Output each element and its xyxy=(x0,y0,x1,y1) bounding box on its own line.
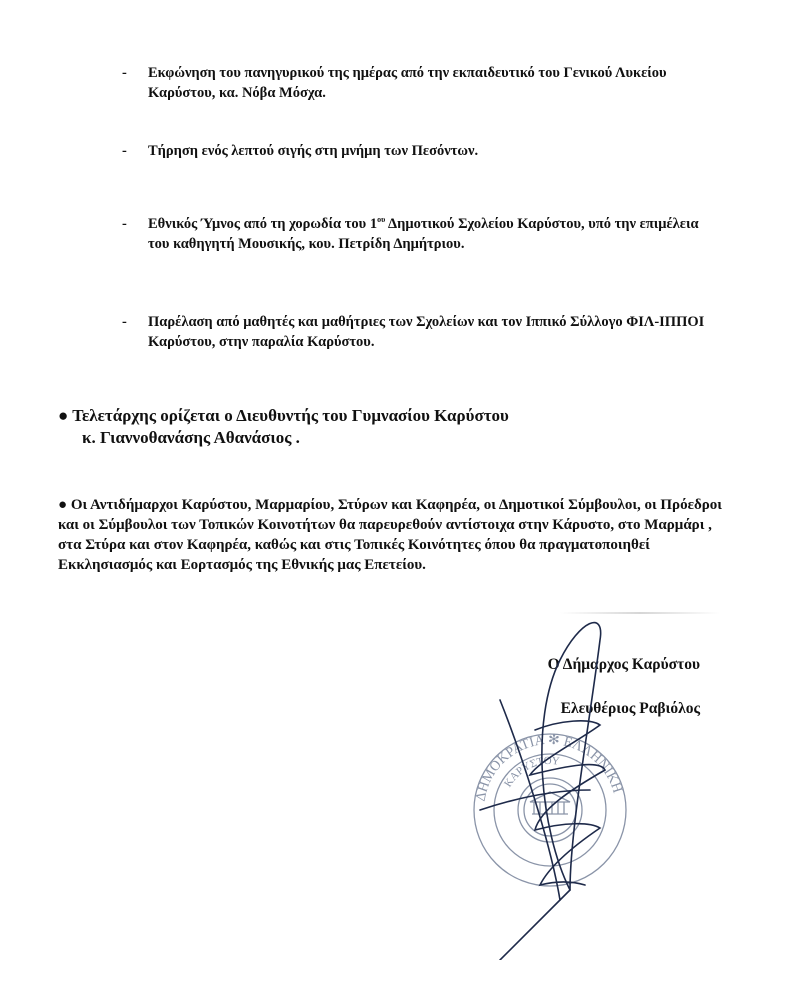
dash-marker: - xyxy=(122,216,127,232)
bullet-icon: ● xyxy=(58,406,69,425)
signatory-title: Ο Δήμαρχος Καρύστου xyxy=(547,656,700,673)
program-item xyxy=(122,312,722,352)
program-item-text: Εκφώνηση του πανηγυρικού της ημέρας από την εκπαιδευτικό του Γενικού Λυκείου Καρύστου, κα. Νόβα Μόσχα. xyxy=(148,65,667,101)
paragraph-text: Οι Αντιδήμαρχοι Καρύστου, Μαρμαρίου, Στύρων και Καφηρέα, οι Δημοτικοί Σύμβουλοι, οι Πρόεδροι και οι Σύμβουλοι των Τοπικών Κοινοτήτων θα παρευρεθούν αντίστοιχα στην Κάρυστο, στο Μαρμάρι , στα Στύρα και στον Καφηρέα, καθώς και στις Τοπικές Κοινότητες όπου θα πραγματοποιηθεί Εκκλησιασμός και Εορτασμός της Εθνικής μας Επετείου. xyxy=(58,497,722,573)
paragraph-line: κ. Γιαννοθανάσης Αθανάσιος . xyxy=(82,428,300,447)
stamp-outer-text: ΔΗΜΟΚΡΑΤΙΑ ✻ ΕΛΛΗΝΙΚΗ xyxy=(473,732,625,803)
handwritten-signature-icon xyxy=(440,600,700,960)
attendees-paragraph xyxy=(58,495,728,575)
program-item xyxy=(122,63,722,103)
program-item-text xyxy=(148,214,722,254)
program-item xyxy=(122,141,722,161)
signatory-name: Ελευθέριος Ραβιόλος xyxy=(560,700,700,717)
dash-marker: - xyxy=(122,143,127,159)
program-item-text: Παρέλαση από μαθητές και μαθήτριες των Σχολείων και τον Ιππικό Σύλλογο ΦΙΛ-ΙΠΠΟΙ Καρύστου, στην παραλία Καρύστου. xyxy=(148,314,705,350)
stamp-inner-text: ΚΑΡΥΣΤΟΥ xyxy=(502,754,561,790)
text-part: Εθνικός Ύμνος από τη χορωδία του 1 xyxy=(148,216,378,232)
dash-marker: - xyxy=(122,65,127,81)
program-item xyxy=(122,214,722,254)
bullet-icon: ● xyxy=(58,497,68,513)
dash-marker: - xyxy=(122,314,127,330)
ordinal-superscript: ου xyxy=(377,215,386,225)
master-of-ceremonies-paragraph xyxy=(58,405,618,449)
paragraph-line: Τελετάρχης ορίζεται ο Διευθυντής του Γυμνασίου Καρύστου xyxy=(72,406,509,425)
text-part: Δημοτικού Σχολείου Καρύστου, υπό την επιμέλεια του καθηγητή Μουσικής, κου. Πετρίδη Δημήτριου. xyxy=(148,216,699,252)
program-item-text: Τήρηση ενός λεπτού σιγής στη μνήμη των Πεσόντων. xyxy=(148,143,479,159)
